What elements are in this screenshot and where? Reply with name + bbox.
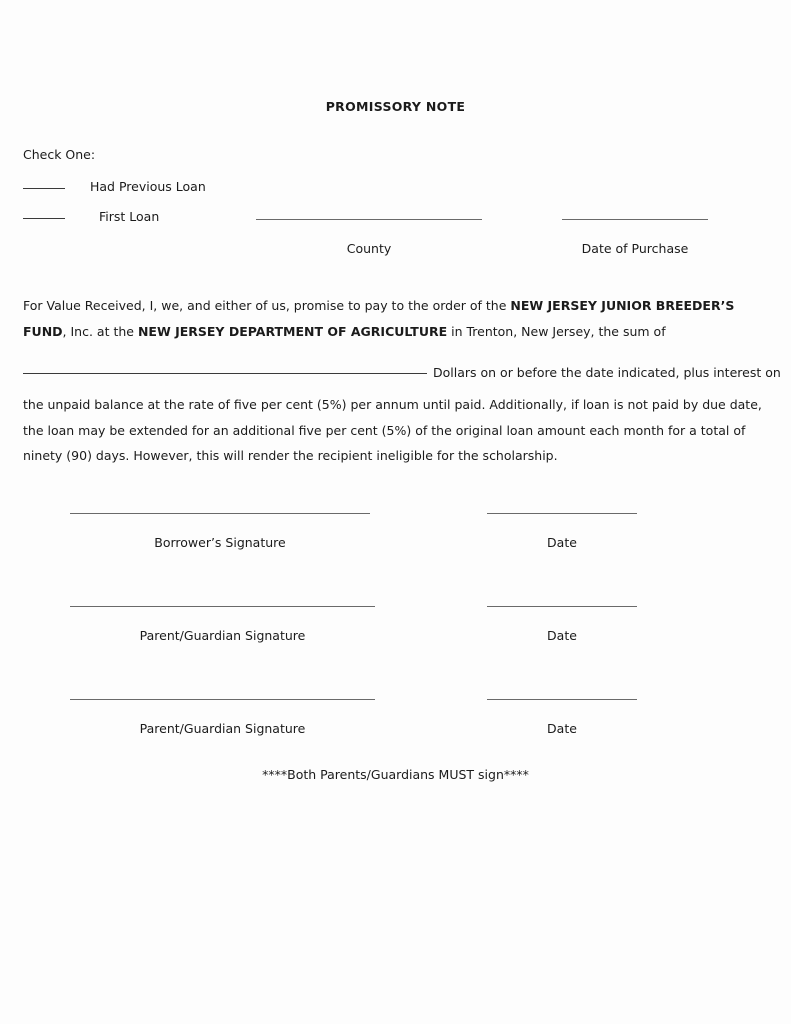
borrower-signature-caption: Borrower’s Signature: [154, 535, 286, 550]
parent-guardian-2-date-caption: Date: [547, 721, 577, 736]
loan-amount-input-line[interactable]: [23, 373, 427, 374]
body-text-tail: in Trenton, New Jersey, the sum of: [447, 323, 666, 339]
parent-guardian-1-signature-caption: Parent/Guardian Signature: [139, 628, 306, 643]
body-paragraph-terms: the unpaid balance at the rate of five per cent (5%) per annum until paid. Additionally, if loan is not paid by due date, the loan may be extended for an additional five per cent (5%) of the original loan amount each month for a total of ninety (90) days. However, this will render the recipient ineligible for the scholarship.: [23, 397, 762, 463]
body-paragraph-intro: [23, 293, 771, 344]
loan-amount-row: [23, 365, 781, 380]
parent-guardian-1-signature-line[interactable]: [70, 606, 375, 607]
check-blank-first-loan[interactable]: [23, 218, 65, 219]
check-one-label: Check One:: [23, 147, 96, 162]
parent-guardian-1-date-caption: Date: [547, 628, 577, 643]
parent-guardian-2-date-line[interactable]: [487, 699, 637, 700]
check-blank-had-previous-loan[interactable]: [23, 188, 65, 189]
date-of-purchase-caption: Date of Purchase: [581, 241, 689, 256]
parent-guardian-1-date-line[interactable]: [487, 606, 637, 607]
check-option-label-had-previous-loan: Had Previous Loan: [90, 179, 206, 194]
body-text-fund-name: NEW JERSEY JUNIOR BREEDER’S FUND: [23, 298, 735, 339]
parent-guardian-2-signature-caption: Parent/Guardian Signature: [139, 721, 306, 736]
footer-note: ****Both Parents/Guardians MUST sign****: [262, 767, 529, 782]
body-text-mid: , Inc. at the: [62, 323, 138, 339]
date-of-purchase-input-line[interactable]: [562, 219, 708, 220]
county-input-line[interactable]: [256, 219, 482, 220]
check-option-label-first-loan: First Loan: [99, 209, 160, 224]
parent-guardian-2-signature-line[interactable]: [70, 699, 375, 700]
check-option-had-previous-loan[interactable]: [23, 179, 206, 194]
page-title: PROMISSORY NOTE: [325, 99, 466, 114]
county-caption: County: [346, 241, 392, 256]
body-text-lead: For Value Received, I, we, and either of us, promise to pay to the order of the: [23, 298, 511, 313]
borrower-signature-line[interactable]: [70, 513, 370, 514]
borrower-date-caption: Date: [547, 535, 577, 550]
dollars-tail-text: Dollars on or before the date indicated, plus interest on: [433, 365, 781, 380]
borrower-date-line[interactable]: [487, 513, 637, 514]
body-text-department-name: NEW JERSEY DEPARTMENT OF AGRICULTURE: [137, 323, 448, 339]
check-option-first-loan[interactable]: [23, 209, 159, 224]
